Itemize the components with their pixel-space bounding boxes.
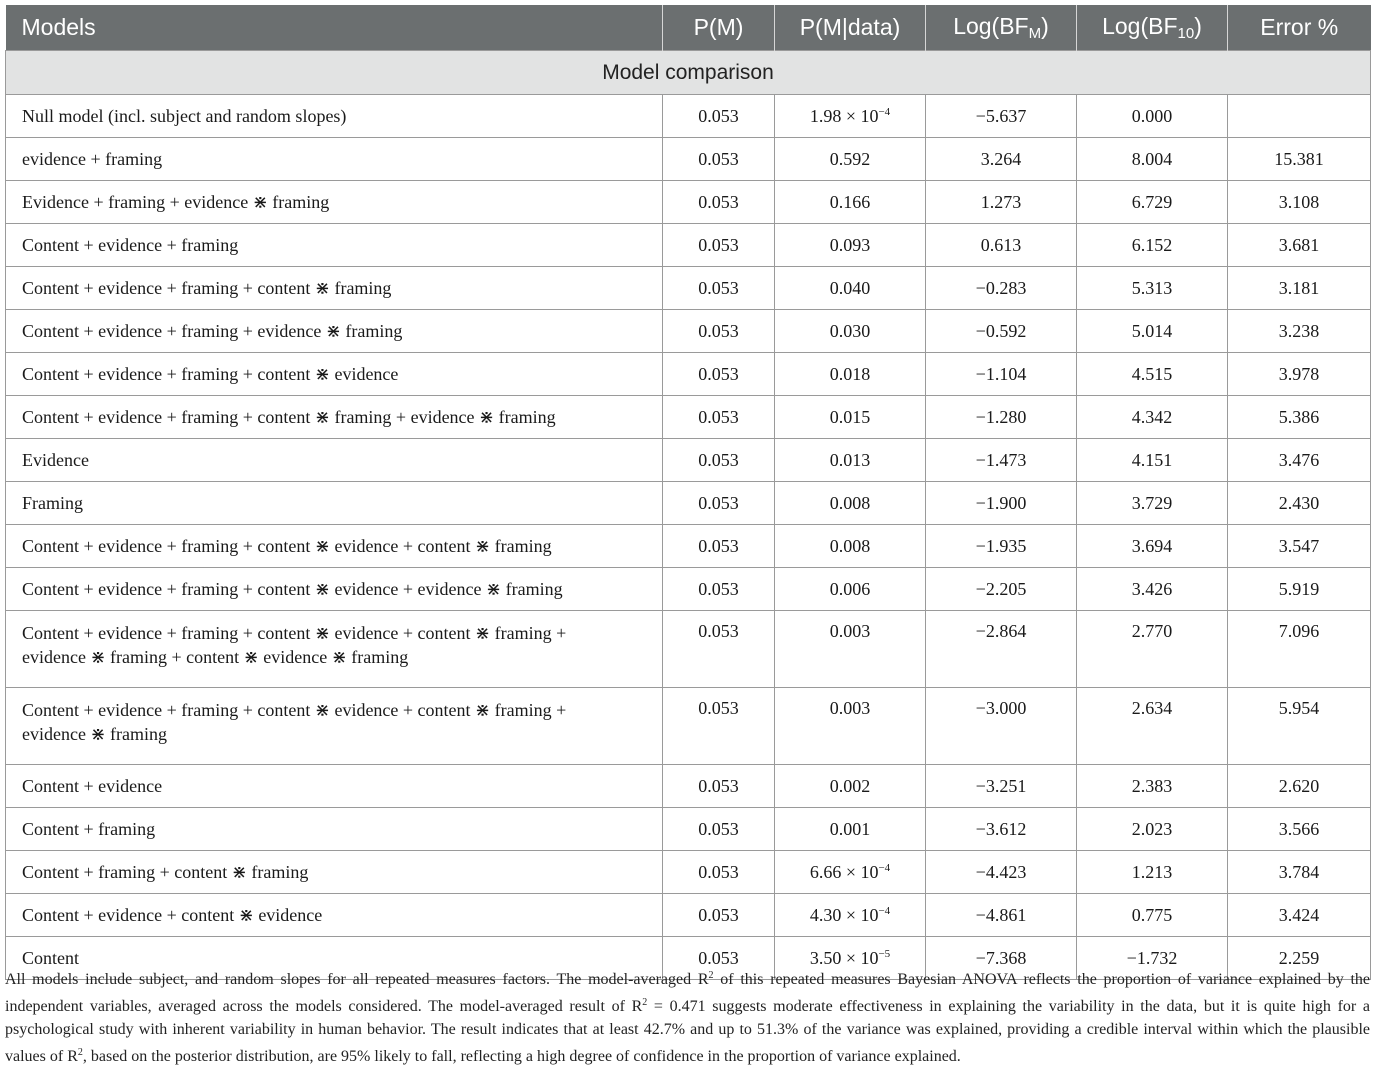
header-log-bf-m-sub: M xyxy=(1028,25,1042,42)
model-cell xyxy=(6,353,663,396)
log-bf-10-value: 6.729 xyxy=(1131,191,1173,212)
log-bf-10-value: 1.213 xyxy=(1131,861,1173,882)
pm-data-cell xyxy=(775,353,926,396)
model-cell xyxy=(6,525,663,568)
pm-value: 0.053 xyxy=(698,234,739,255)
footnote-sup-1: 2 xyxy=(708,970,714,981)
pm-data-value: 0.006 xyxy=(829,578,871,599)
model-cell xyxy=(6,851,663,894)
model-cell xyxy=(6,894,663,937)
log-bf-m-cell xyxy=(926,688,1077,765)
pm-data-exponent: −4 xyxy=(878,105,891,118)
pm-value: 0.053 xyxy=(698,148,739,169)
model-cell xyxy=(6,267,663,310)
log-bf-m-value: 3.264 xyxy=(980,148,1022,169)
pm-data-value: 0.015 xyxy=(829,406,871,427)
model-name: Content + evidence + framing + content ⋇ evidence + evidence ⋇ framing xyxy=(22,578,563,599)
model-cell xyxy=(6,611,663,688)
log-bf-10-value: 4.515 xyxy=(1131,363,1173,384)
log-bf-10-cell xyxy=(1077,765,1228,808)
log-bf-m-cell xyxy=(926,765,1077,808)
header-log-bf-m-base: Log(BF xyxy=(953,13,1029,39)
pm-data-cell xyxy=(775,95,926,138)
log-bf-m-value: −5.637 xyxy=(975,105,1027,126)
header-log-bf-10 xyxy=(1077,5,1228,51)
pm-cell xyxy=(663,439,775,482)
pm-value: 0.053 xyxy=(698,578,739,599)
table-row xyxy=(6,611,1371,688)
log-bf-m-cell xyxy=(926,482,1077,525)
table-row xyxy=(6,353,1371,396)
log-bf-10-value: 5.014 xyxy=(1131,320,1173,341)
error-pct-cell xyxy=(1228,353,1371,396)
header-log-bf-m-paren: ) xyxy=(1041,13,1049,39)
log-bf-10-value: 8.004 xyxy=(1131,148,1173,169)
error-pct-cell xyxy=(1228,138,1371,181)
log-bf-m-value: −1.104 xyxy=(975,363,1027,384)
error-pct-value: 3.978 xyxy=(1278,363,1320,384)
log-bf-m-cell xyxy=(926,808,1077,851)
error-pct-value: 2.430 xyxy=(1278,492,1320,513)
section-row xyxy=(6,51,1371,95)
pm-cell xyxy=(663,851,775,894)
model-name: Content + evidence + framing + content ⋇ evidence + content ⋇ framing xyxy=(22,535,552,556)
log-bf-10-value: 4.342 xyxy=(1131,406,1173,427)
pm-cell xyxy=(663,224,775,267)
log-bf-m-value: −0.592 xyxy=(975,320,1027,341)
error-pct-cell xyxy=(1228,181,1371,224)
pm-data-cell xyxy=(775,310,926,353)
pm-data-exponent: −5 xyxy=(878,947,891,960)
model-comparison-table xyxy=(5,5,1371,980)
header-log-bf-10-base: Log(BF xyxy=(1102,13,1178,39)
log-bf-m-cell xyxy=(926,568,1077,611)
error-pct-cell xyxy=(1228,310,1371,353)
model-name: Content xyxy=(22,947,79,968)
model-cell xyxy=(6,224,663,267)
log-bf-m-value: −1.473 xyxy=(975,449,1027,470)
log-bf-10-cell xyxy=(1077,808,1228,851)
pm-data-cell xyxy=(775,525,926,568)
pm-data-cell xyxy=(775,138,926,181)
table-header-row xyxy=(6,5,1371,51)
model-cell xyxy=(6,310,663,353)
log-bf-m-cell xyxy=(926,525,1077,568)
log-bf-m-value: −2.864 xyxy=(975,621,1027,641)
log-bf-m-cell xyxy=(926,894,1077,937)
error-pct-value: 5.386 xyxy=(1278,406,1320,427)
model-name: Content + evidence + content ⋇ evidence xyxy=(22,904,323,925)
pm-data-value: 0.040 xyxy=(829,277,871,298)
error-pct-value: 2.259 xyxy=(1278,947,1320,968)
table-row xyxy=(6,525,1371,568)
log-bf-m-cell xyxy=(926,353,1077,396)
model-cell xyxy=(6,568,663,611)
pm-cell xyxy=(663,181,775,224)
pm-data-value: 0.592 xyxy=(829,148,871,169)
log-bf-m-value: −1.900 xyxy=(975,492,1027,513)
model-name: Content + evidence + framing + content ⋇ framing + evidence ⋇ framing xyxy=(22,406,556,427)
pm-data-cell xyxy=(775,482,926,525)
model-name: Content + evidence + framing + content ⋇ evidence + content ⋇ framing + xyxy=(22,623,567,643)
table-row xyxy=(6,181,1371,224)
header-error-pct: Error % xyxy=(1228,5,1371,51)
pm-data-value: 0.030 xyxy=(829,320,871,341)
log-bf-m-value: −1.280 xyxy=(975,406,1027,427)
header-pm-data: P(M|data) xyxy=(775,5,926,51)
table-row xyxy=(6,808,1371,851)
log-bf-10-value: −1.732 xyxy=(1126,947,1178,968)
log-bf-10-cell xyxy=(1077,439,1228,482)
log-bf-m-cell xyxy=(926,224,1077,267)
model-cell xyxy=(6,396,663,439)
results-table-container xyxy=(5,5,1370,980)
table-row xyxy=(6,439,1371,482)
model-name: Content + evidence + framing + content ⋇ framing xyxy=(22,277,392,298)
log-bf-10-cell xyxy=(1077,95,1228,138)
table-row xyxy=(6,396,1371,439)
pm-data-value: 0.013 xyxy=(829,449,871,470)
pm-cell xyxy=(663,95,775,138)
model-name: Null model (incl. subject and random slopes) xyxy=(22,105,347,126)
error-pct-value: 3.476 xyxy=(1278,449,1320,470)
pm-data-cell xyxy=(775,765,926,808)
log-bf-10-value: 2.770 xyxy=(1131,621,1173,641)
model-name: Content + evidence + framing xyxy=(22,234,239,255)
log-bf-10-value: 2.023 xyxy=(1131,818,1173,839)
log-bf-m-cell xyxy=(926,310,1077,353)
model-name: Content + evidence + framing + content ⋇ evidence xyxy=(22,363,399,384)
pm-data-cell xyxy=(775,894,926,937)
pm-data-cell xyxy=(775,181,926,224)
pm-value: 0.053 xyxy=(698,775,739,796)
error-pct-value: 7.096 xyxy=(1278,621,1320,641)
pm-cell xyxy=(663,688,775,765)
log-bf-10-value: 5.313 xyxy=(1131,277,1173,298)
log-bf-10-cell xyxy=(1077,181,1228,224)
pm-data-value: 0.008 xyxy=(829,535,871,556)
log-bf-10-cell xyxy=(1077,525,1228,568)
pm-value: 0.053 xyxy=(698,449,739,470)
pm-data-cell xyxy=(775,851,926,894)
log-bf-10-cell xyxy=(1077,138,1228,181)
error-pct-cell xyxy=(1228,95,1371,138)
model-cell xyxy=(6,808,663,851)
error-pct-cell xyxy=(1228,611,1371,688)
table-row xyxy=(6,267,1371,310)
log-bf-10-value: 2.383 xyxy=(1131,775,1173,796)
pm-cell xyxy=(663,353,775,396)
pm-value: 0.053 xyxy=(698,406,739,427)
log-bf-10-cell xyxy=(1077,851,1228,894)
log-bf-10-cell xyxy=(1077,310,1228,353)
pm-cell xyxy=(663,611,775,688)
log-bf-10-value: 3.729 xyxy=(1131,492,1173,513)
pm-value: 0.053 xyxy=(698,320,739,341)
model-name: Evidence + framing + evidence ⋇ framing xyxy=(22,191,330,212)
error-pct-cell xyxy=(1228,688,1371,765)
model-cell xyxy=(6,138,663,181)
model-cell xyxy=(6,95,663,138)
log-bf-m-cell xyxy=(926,181,1077,224)
log-bf-m-cell xyxy=(926,267,1077,310)
error-pct-value: 2.620 xyxy=(1278,775,1320,796)
log-bf-m-value: −3.251 xyxy=(975,775,1027,796)
error-pct-value: 15.381 xyxy=(1274,148,1324,169)
error-pct-cell xyxy=(1228,482,1371,525)
footnote-sup-3: 2 xyxy=(77,1047,83,1058)
pm-value: 0.053 xyxy=(698,621,739,641)
table-footnote xyxy=(5,964,1370,1068)
pm-data-cell xyxy=(775,808,926,851)
error-pct-cell xyxy=(1228,224,1371,267)
error-pct-cell xyxy=(1228,396,1371,439)
pm-value: 0.053 xyxy=(698,535,739,556)
model-name: evidence + framing xyxy=(22,148,163,169)
pm-cell xyxy=(663,894,775,937)
log-bf-m-value: −3.000 xyxy=(975,698,1027,718)
table-row xyxy=(6,138,1371,181)
error-pct-cell xyxy=(1228,894,1371,937)
pm-data-cell xyxy=(775,224,926,267)
header-log-bf-10-sub: 10 xyxy=(1177,25,1195,42)
pm-value: 0.053 xyxy=(698,947,739,968)
pm-data-cell xyxy=(775,688,926,765)
header-log-bf-10-paren: ) xyxy=(1194,13,1202,39)
log-bf-m-cell xyxy=(926,611,1077,688)
pm-value: 0.053 xyxy=(698,105,739,126)
pm-value: 0.053 xyxy=(698,861,739,882)
table-row xyxy=(6,688,1371,765)
pm-data-value: 4.30 × 10 xyxy=(809,904,879,925)
error-pct-value: 3.566 xyxy=(1278,818,1320,839)
pm-data-cell xyxy=(775,568,926,611)
error-pct-value: 3.181 xyxy=(1278,277,1320,298)
table-row xyxy=(6,95,1371,138)
log-bf-m-value: −0.283 xyxy=(975,277,1027,298)
log-bf-10-value: 4.151 xyxy=(1131,449,1173,470)
log-bf-m-value: −4.861 xyxy=(975,904,1027,925)
table-row xyxy=(6,482,1371,525)
pm-cell xyxy=(663,138,775,181)
pm-value: 0.053 xyxy=(698,904,739,925)
header-pm: P(M) xyxy=(663,5,775,51)
log-bf-10-value: 6.152 xyxy=(1131,234,1173,255)
log-bf-10-cell xyxy=(1077,224,1228,267)
log-bf-m-cell xyxy=(926,439,1077,482)
error-pct-cell xyxy=(1228,525,1371,568)
log-bf-10-cell xyxy=(1077,611,1228,688)
model-name: Content + evidence + framing + content ⋇ evidence + content ⋇ framing + xyxy=(22,700,567,720)
pm-data-exponent: −4 xyxy=(878,861,891,874)
pm-data-exponent: −4 xyxy=(878,904,891,917)
error-pct-value: 3.424 xyxy=(1278,904,1320,925)
pm-value: 0.053 xyxy=(698,818,739,839)
header-models: Models xyxy=(6,5,663,51)
header-log-bf-m xyxy=(926,5,1077,51)
pm-cell xyxy=(663,808,775,851)
pm-data-value: 0.001 xyxy=(829,818,871,839)
pm-data-value: 1.98 × 10 xyxy=(809,105,879,126)
model-cell xyxy=(6,688,663,765)
error-pct-cell xyxy=(1228,439,1371,482)
log-bf-m-cell xyxy=(926,396,1077,439)
pm-data-value: 0.093 xyxy=(829,234,871,255)
pm-value: 0.053 xyxy=(698,277,739,298)
log-bf-10-cell xyxy=(1077,688,1228,765)
log-bf-m-value: −3.612 xyxy=(975,818,1027,839)
log-bf-10-value: 3.426 xyxy=(1131,578,1173,599)
model-name-line2: evidence ⋇ framing + content ⋇ evidence ⋇ framing xyxy=(22,647,409,667)
log-bf-m-value: 1.273 xyxy=(980,191,1022,212)
pm-data-value: 0.008 xyxy=(829,492,871,513)
log-bf-10-value: 0.775 xyxy=(1131,904,1173,925)
model-name-line2: evidence ⋇ framing xyxy=(22,724,168,744)
error-pct-cell xyxy=(1228,808,1371,851)
table-row xyxy=(6,568,1371,611)
table-row xyxy=(6,894,1371,937)
table-row xyxy=(6,310,1371,353)
model-name: Content + evidence + framing + evidence ⋇ framing xyxy=(22,320,403,341)
section-label: Model comparison xyxy=(6,51,1371,95)
log-bf-10-cell xyxy=(1077,568,1228,611)
pm-data-cell xyxy=(775,396,926,439)
error-pct-cell xyxy=(1228,851,1371,894)
footnote-part-1: All models include subject, and random slopes for all repeated measures factors. The model-averaged R xyxy=(5,971,709,988)
log-bf-m-cell xyxy=(926,851,1077,894)
error-pct-value: 3.784 xyxy=(1278,861,1320,882)
log-bf-10-cell xyxy=(1077,894,1228,937)
log-bf-10-cell xyxy=(1077,396,1228,439)
model-cell xyxy=(6,765,663,808)
pm-data-cell xyxy=(775,611,926,688)
pm-cell xyxy=(663,310,775,353)
error-pct-value: 5.919 xyxy=(1278,578,1320,599)
pm-value: 0.053 xyxy=(698,492,739,513)
pm-value: 0.053 xyxy=(698,191,739,212)
pm-data-value: 6.66 × 10 xyxy=(809,861,879,882)
error-pct-value: 3.681 xyxy=(1278,234,1320,255)
log-bf-m-cell xyxy=(926,95,1077,138)
pm-cell xyxy=(663,267,775,310)
model-name: Framing xyxy=(22,492,83,513)
table-row xyxy=(6,224,1371,267)
error-pct-cell xyxy=(1228,267,1371,310)
pm-data-value: 0.002 xyxy=(829,775,871,796)
error-pct-value: 3.108 xyxy=(1278,191,1320,212)
pm-data-value: 0.003 xyxy=(829,698,871,718)
error-pct-value: 3.547 xyxy=(1278,535,1320,556)
log-bf-10-cell xyxy=(1077,353,1228,396)
model-cell xyxy=(6,439,663,482)
log-bf-m-value: −7.368 xyxy=(975,947,1027,968)
pm-data-value: 0.018 xyxy=(829,363,871,384)
pm-value: 0.053 xyxy=(698,363,739,384)
pm-data-value: 3.50 × 10 xyxy=(809,947,879,968)
log-bf-10-value: 3.694 xyxy=(1131,535,1173,556)
footnote-sup-2: 2 xyxy=(642,997,648,1008)
log-bf-10-cell xyxy=(1077,482,1228,525)
table-row xyxy=(6,765,1371,808)
model-name: Content + framing xyxy=(22,818,156,839)
pm-cell xyxy=(663,765,775,808)
log-bf-m-value: 0.613 xyxy=(980,234,1022,255)
pm-cell xyxy=(663,396,775,439)
model-name: Evidence xyxy=(22,449,89,470)
error-pct-value: 3.238 xyxy=(1278,320,1320,341)
log-bf-m-value: −2.205 xyxy=(975,578,1027,599)
pm-cell xyxy=(663,525,775,568)
pm-value: 0.053 xyxy=(698,698,739,718)
error-pct-cell xyxy=(1228,765,1371,808)
model-cell xyxy=(6,482,663,525)
pm-cell xyxy=(663,568,775,611)
model-name: Content + evidence xyxy=(22,775,163,796)
pm-cell xyxy=(663,482,775,525)
error-pct-value: 5.954 xyxy=(1278,698,1320,718)
log-bf-10-cell xyxy=(1077,267,1228,310)
log-bf-10-value: 0.000 xyxy=(1131,105,1173,126)
log-bf-m-cell xyxy=(926,138,1077,181)
pm-data-cell xyxy=(775,439,926,482)
pm-data-value: 0.003 xyxy=(829,621,871,641)
pm-data-cell xyxy=(775,267,926,310)
pm-data-value: 0.166 xyxy=(829,191,871,212)
footnote-part-4: , based on the posterior distribution, are 95% likely to fall, reflecting a high degree of confidence in the proportion of variance explained. xyxy=(82,1048,961,1065)
footnote-part-2: of this repeated measures Bayesian ANOVA reflects the proportion of variance explained by the independent variables, averaged across the models considered. The model-averaged result of R xyxy=(5,971,1370,1015)
error-pct-cell xyxy=(1228,568,1371,611)
log-bf-m-value: −1.935 xyxy=(975,535,1027,556)
table-row xyxy=(6,851,1371,894)
log-bf-10-value: 2.634 xyxy=(1131,698,1173,718)
model-cell xyxy=(6,181,663,224)
model-name: Content + framing + content ⋇ framing xyxy=(22,861,309,882)
log-bf-m-value: −4.423 xyxy=(975,861,1027,882)
footnote-part-3: = 0.471 suggests moderate effectiveness in explaining the variability in the data, but it is quite high for a psychological study with inherent variability in human behavior. The result indicates that at least 42.7% and up to 51.3% of the variance was explained, providing a credible interval within which the plausible values of R xyxy=(5,998,1371,1065)
